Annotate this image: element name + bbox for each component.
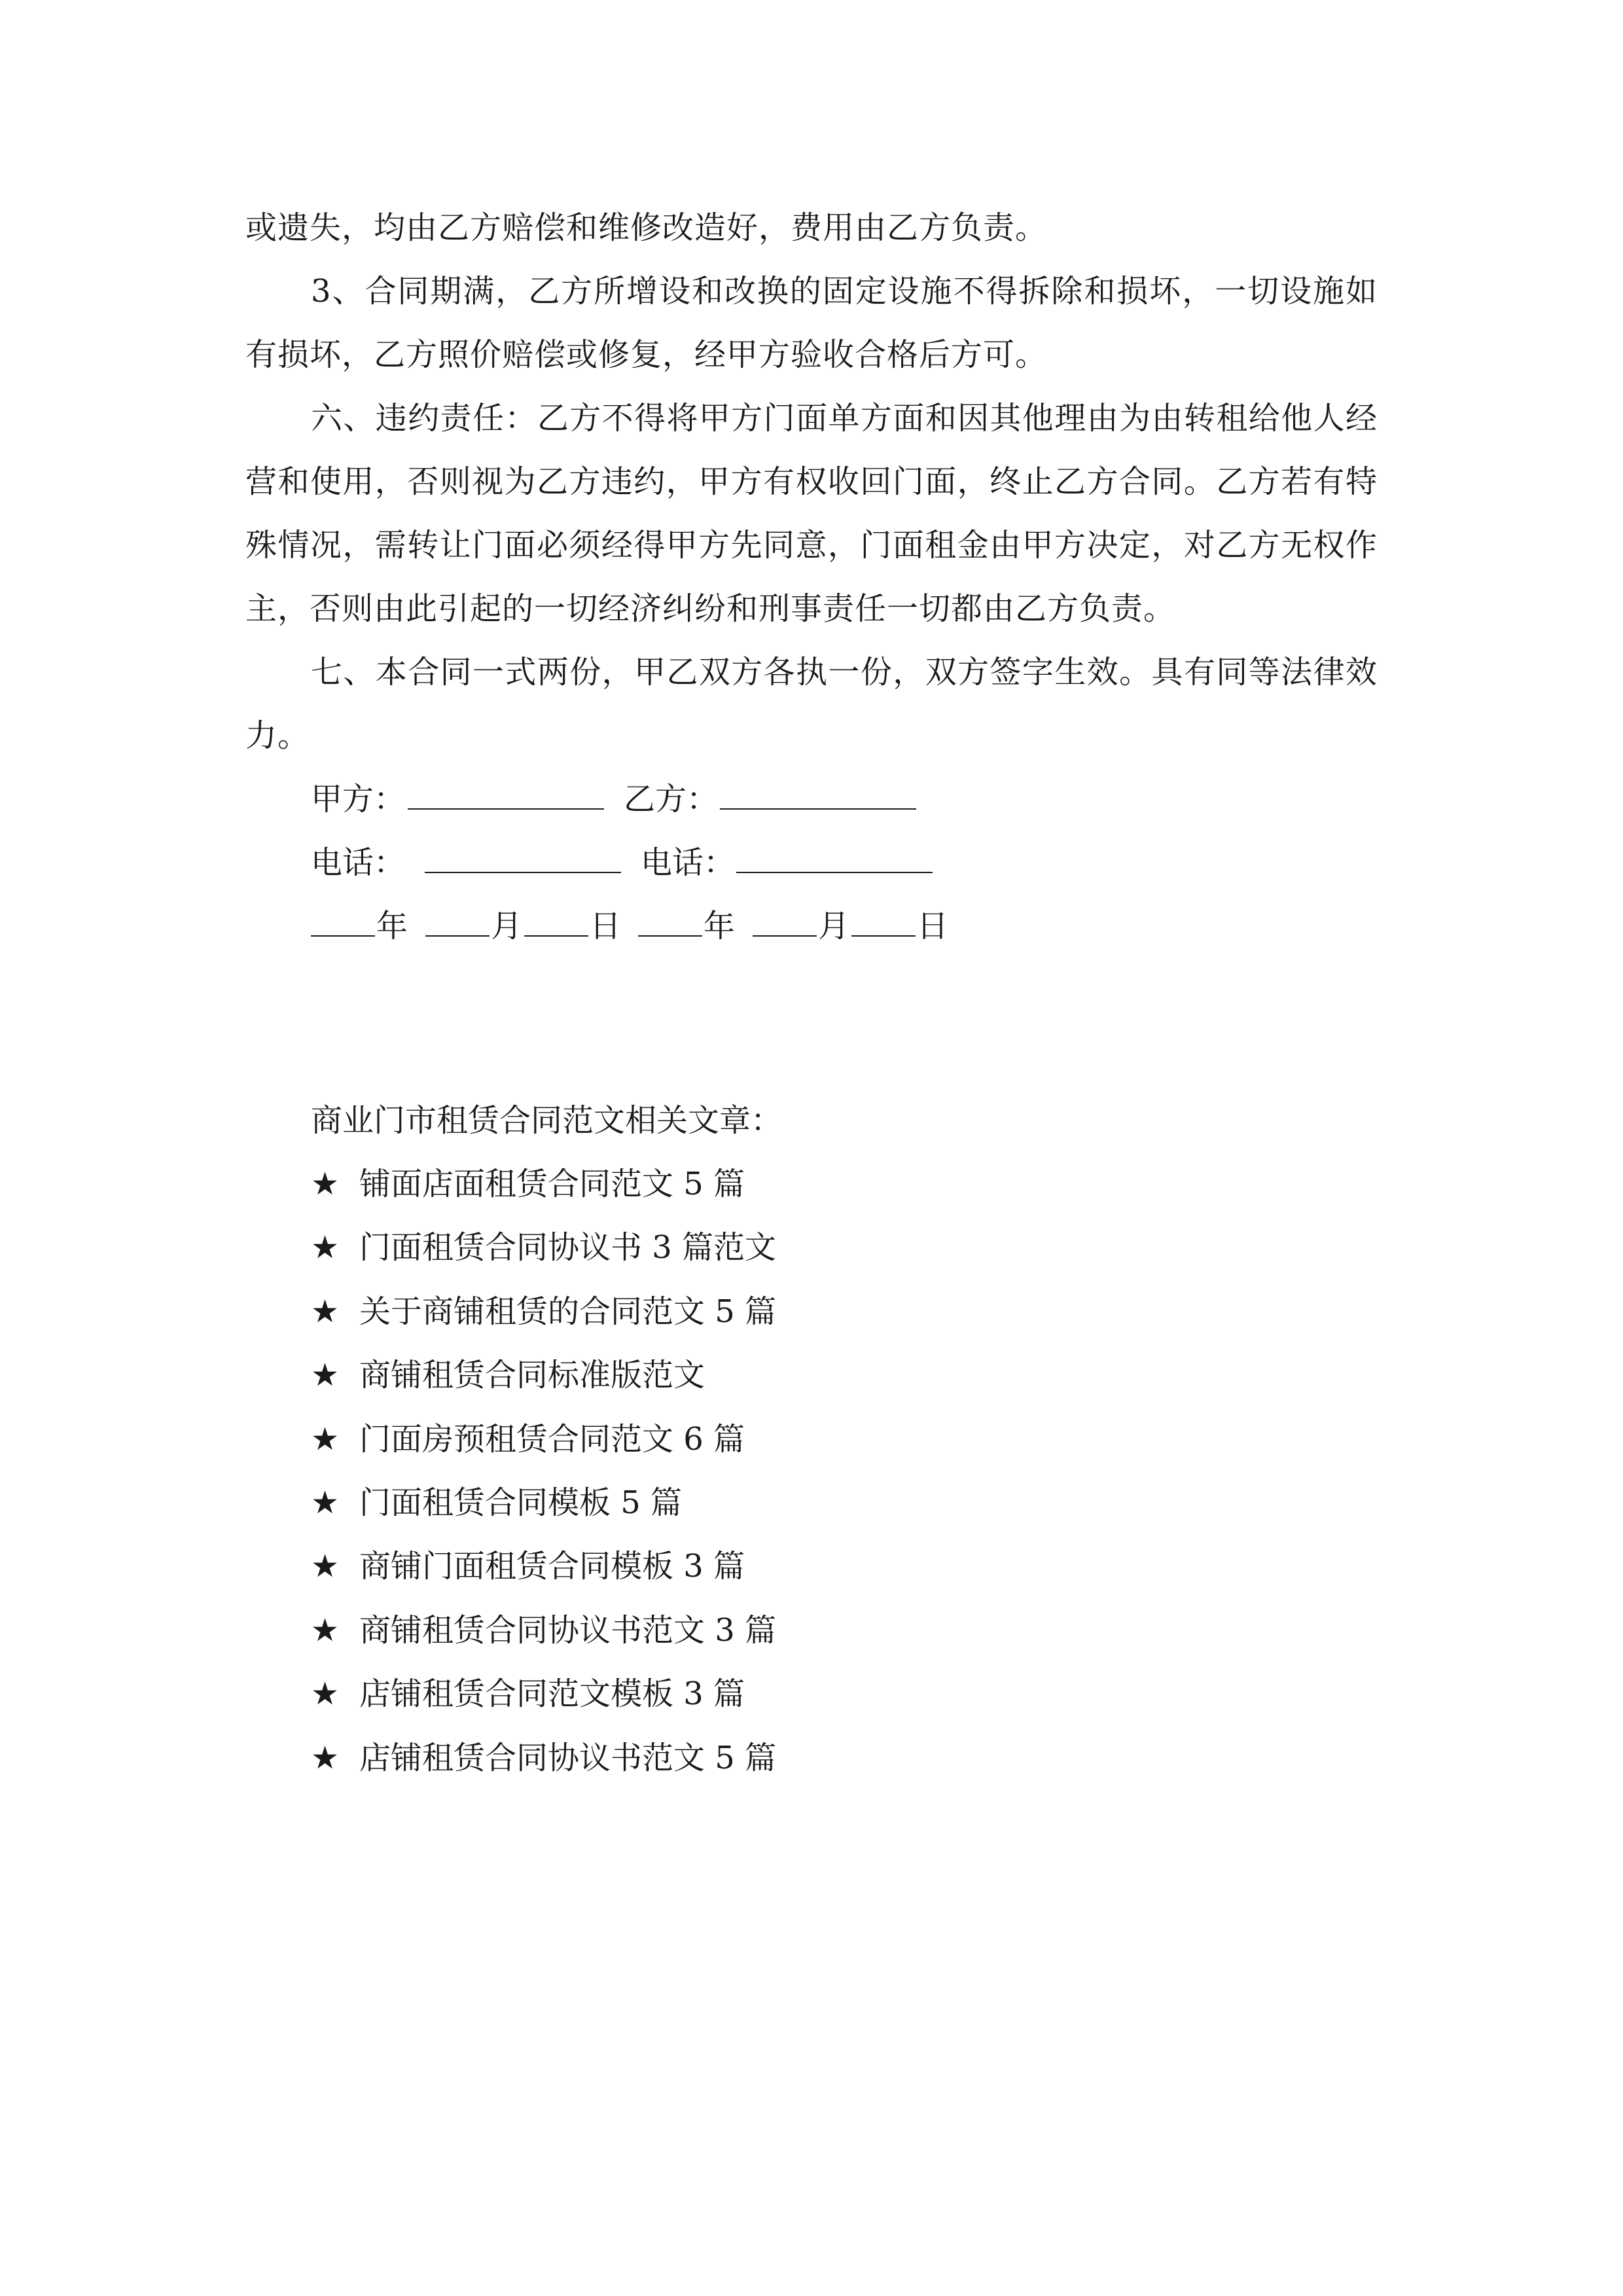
related-link[interactable]: 铺面店面租赁合同范文 5 篇	[359, 1166, 745, 1202]
related-link[interactable]: 门面租赁合同模板 5 篇	[359, 1484, 683, 1522]
day-blank	[524, 895, 588, 937]
related-item[interactable]	[311, 1535, 1358, 1598]
related-link[interactable]: 商铺租赁合同标准版范文	[359, 1357, 705, 1394]
related-list	[311, 1153, 1358, 1790]
year-blank	[311, 895, 375, 937]
related-link[interactable]: 商铺门面租赁合同模板 3 篇	[359, 1548, 745, 1585]
star-icon: ★	[311, 1166, 340, 1202]
year-label: 年	[704, 908, 736, 944]
year-label: 年	[376, 908, 408, 944]
year-blank	[638, 895, 702, 937]
clause-paragraph: 七、本合同一式两份，甲乙双方各执一份，双方签字生效。具有同等法律效力。	[245, 654, 1378, 754]
phone-b-label: 电话：	[641, 844, 736, 881]
clause-paragraph: 六、违约责任：乙方不得将甲方门面单方面和因其他理由为由转租给他人经营和使用，否则视为乙方违约，甲方有权收回门面，终止乙方合同。乙方若有特殊情况，需转让门面必须经得甲方先同意，门面租金由甲方决定，对乙方无权作主，否则由此引起的一切经济纠纷和刑事责任一切都由乙方负责。	[245, 400, 1378, 627]
related-link[interactable]: 关于商铺租赁的合同范文 5 篇	[359, 1293, 777, 1330]
phone-a-label: 电话：	[311, 844, 406, 881]
related-item[interactable]	[311, 1153, 1358, 1216]
related-item[interactable]	[311, 1662, 1358, 1726]
day-label: 日	[917, 908, 949, 944]
month-label: 月	[491, 908, 523, 944]
date-signature-row	[245, 895, 1378, 958]
star-icon: ★	[311, 1484, 340, 1522]
party-a-label: 甲方：	[311, 781, 406, 817]
party-signature-row	[245, 768, 1378, 831]
star-icon: ★	[311, 1611, 340, 1649]
party-b-label: 乙方：	[624, 781, 719, 817]
clause-paragraph: 3、合同期满，乙方所增设和改换的固定设施不得拆除和损坏，一切设施如有损坏，乙方照价赔偿或修复，经甲方验收合格后方可。	[245, 273, 1378, 373]
star-icon: ★	[311, 1293, 340, 1330]
star-icon: ★	[311, 1420, 340, 1458]
related-item[interactable]	[311, 1216, 1358, 1280]
star-icon: ★	[311, 1548, 340, 1585]
related-link[interactable]: 店铺租赁合同范文模板 3 篇	[359, 1676, 745, 1713]
related-item[interactable]	[311, 1408, 1358, 1471]
clause-paragraph: 或遗失，均由乙方赔偿和维修改造好，费用由乙方负责。	[245, 209, 1048, 246]
phone-signature-row	[245, 831, 1378, 895]
related-link[interactable]: 商铺租赁合同协议书范文 3 篇	[359, 1611, 777, 1649]
related-item[interactable]	[311, 1280, 1358, 1344]
related-item[interactable]	[311, 1599, 1358, 1662]
star-icon: ★	[311, 1676, 340, 1713]
contract-body	[245, 196, 1378, 958]
day-label: 日	[590, 908, 622, 944]
related-link[interactable]: 店铺租赁合同协议书范文 5 篇	[359, 1739, 777, 1776]
related-link[interactable]: 门面租赁合同协议书 3 篇范文	[359, 1229, 777, 1266]
related-link[interactable]: 门面房预租赁合同范文 6 篇	[359, 1420, 745, 1458]
star-icon: ★	[311, 1357, 340, 1394]
related-title: 商业门市租赁合同范文相关文章：	[311, 1102, 783, 1139]
related-item[interactable]	[311, 1471, 1358, 1535]
phone-a-blank	[425, 831, 621, 873]
month-blank	[425, 895, 490, 937]
phone-b-blank	[736, 831, 933, 873]
star-icon: ★	[311, 1739, 340, 1776]
party-b-blank	[720, 768, 916, 810]
month-blank	[753, 895, 817, 937]
related-articles	[311, 1089, 1358, 1790]
related-item[interactable]	[311, 1727, 1358, 1790]
related-item[interactable]	[311, 1344, 1358, 1407]
star-icon: ★	[311, 1229, 340, 1266]
day-blank	[851, 895, 916, 937]
party-a-blank	[408, 768, 604, 810]
month-label: 月	[818, 908, 850, 944]
